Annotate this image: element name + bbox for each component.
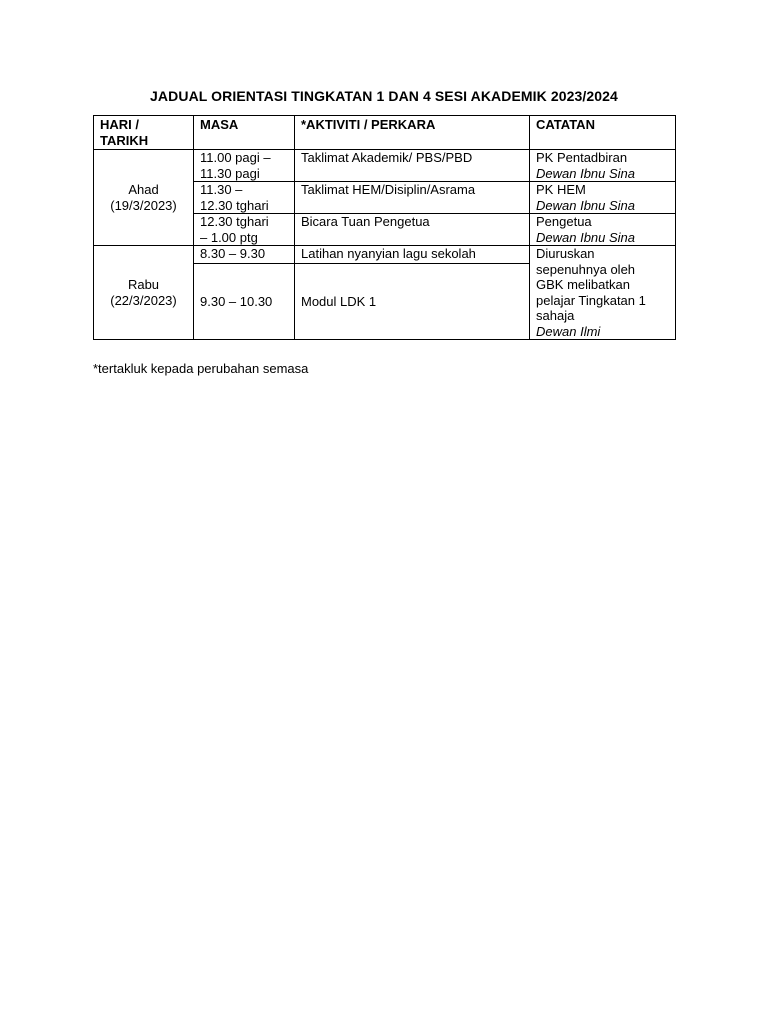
note-line: pelajar Tingkatan 1 [536,292,646,308]
time-cell: 9.30 – 10.30 [194,264,295,340]
header-notes: CATATAN [530,116,676,150]
footnote: *tertakluk kepada perubahan semasa [93,361,309,376]
time-start: 12.30 tghari [200,214,269,229]
day-name: Rabu [127,277,160,292]
activity-cell: Modul LDK 1 [295,264,530,340]
notes-cell [530,246,676,340]
activity-cell: Latihan nyanyian lagu sekolah [295,246,530,264]
activity-cell: Taklimat Akademik/ PBS/PBD [295,150,530,182]
page-title: JADUAL ORIENTASI TINGKATAN 1 DAN 4 SESI AKADEMIK 2023/2024 [150,88,618,104]
note-line: sepenuhnya oleh [536,261,636,277]
orientation-schedule-table [93,115,676,340]
note-person: Pengetua [536,214,592,229]
header-date-label: TARIKH [100,132,149,148]
note-venue: Dewan Ibnu Sina [536,229,636,245]
header-day-date [94,116,194,150]
time-cell: 8.30 – 9.30 [194,246,295,264]
table-header-row [94,116,676,150]
note-line: Diuruskan [536,246,595,261]
note-venue: Dewan Ilmi [536,323,601,339]
table-row [94,150,676,182]
time-cell [194,182,295,214]
note-person: PK Pentadbiran [536,150,628,165]
activity-cell: Taklimat HEM/Disiplin/Asrama [295,182,530,214]
time-end: 11.30 pagi [200,165,260,181]
notes-cell [530,214,676,246]
time-start: 11.30 – [200,182,243,197]
day-cell [94,150,194,246]
time-cell [194,150,295,182]
day-cell [94,246,194,340]
activity-cell: Bicara Tuan Pengetua [295,214,530,246]
day-name: Ahad [128,182,159,197]
time-end: – 1.00 ptg [200,229,258,245]
note-line: sahaja [536,308,575,323]
time-end: 12.30 tghari [200,197,269,213]
table-row [94,246,676,264]
day-date: (22/3/2023) [110,292,177,308]
header-day-label: HARI / [100,117,139,132]
note-venue: Dewan Ibnu Sina [536,197,636,213]
note-person: PK HEM [536,182,586,197]
time-cell [194,214,295,246]
notes-cell [530,182,676,214]
time-start: 11.00 pagi – [200,150,271,165]
header-time: MASA [194,116,295,150]
notes-cell [530,150,676,182]
header-activity: *AKTIVITI / PERKARA [295,116,530,150]
note-venue: Dewan Ibnu Sina [536,165,636,181]
day-date: (19/3/2023) [110,197,177,213]
note-line: GBK melibatkan [536,277,630,292]
